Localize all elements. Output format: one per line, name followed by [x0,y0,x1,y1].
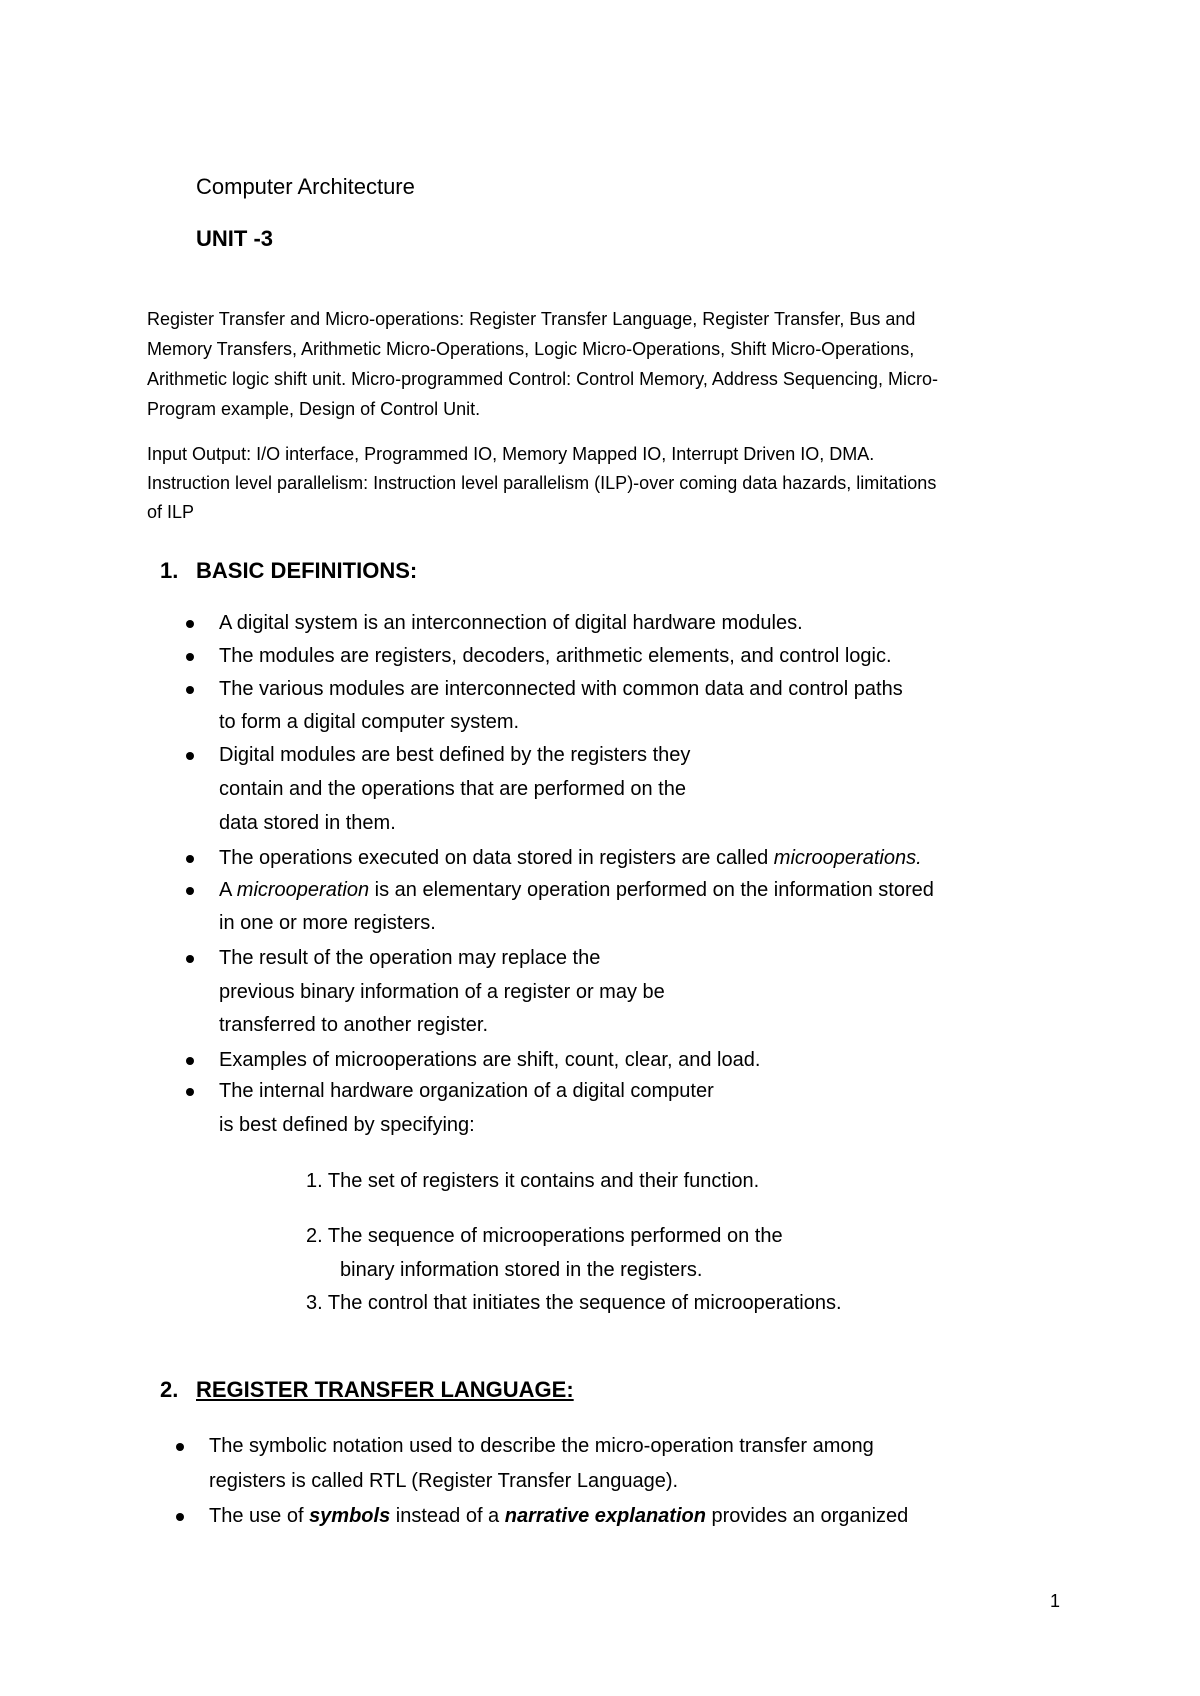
bullet-icon [186,686,194,694]
list-item: The internal hardware organization of a digital computer [219,1080,714,1102]
syllabus-line: Register Transfer and Micro-operations: Register Transfer Language, Register Transfer, Bus and [147,309,916,329]
numbered-item: 2. The sequence of microoperations performed on the [306,1225,783,1247]
list-item: The modules are registers, decoders, arithmetic elements, and control logic. [219,645,892,667]
section-heading: REGISTER TRANSFER LANGUAGE: [196,1377,574,1402]
list-item-text: The operations executed on data stored in registers are called [219,847,774,869]
list-item-text: provides an organized [705,1505,909,1527]
syllabus-line: Program example, Design of Control Unit. [147,399,481,419]
list-item [209,1504,908,1528]
section-number: 1. [160,558,179,583]
list-item-continued: registers is called RTL (Register Transfer Language). [209,1470,679,1492]
numbered-item: 1. The set of registers it contains and their function. [306,1170,760,1192]
list-item: A digital system is an interconnection of digital hardware modules. [219,612,803,634]
list-item: The various modules are interconnected with common data and control paths [219,678,903,700]
syllabus-line: Arithmetic logic shift unit. Micro-programmed Control: Control Memory, Address Sequencing, Micro- [147,369,938,389]
emphasis-term: microoperations. [773,847,922,869]
list-item: The result of the operation may replace the [219,947,601,969]
bullet-icon [176,1513,184,1521]
list-item-text: The use of [209,1505,310,1527]
list-item-text: instead of a [390,1505,505,1527]
list-item-continued: data stored in them. [219,812,396,834]
list-item-continued: previous binary information of a register or may be [219,981,665,1003]
bullet-icon [186,887,194,895]
section-heading: BASIC DEFINITIONS: [196,558,418,583]
emphasis-term: microoperation [236,879,370,901]
bullet-icon [186,620,194,628]
list-item-continued: is best defined by specifying: [219,1114,475,1136]
emphasis-term: narrative explanation [504,1505,706,1527]
page-number: 1 [1050,1591,1061,1611]
list-item [219,878,934,902]
numbered-item: 3. The control that initiates the sequence of microoperations. [306,1292,842,1314]
bullet-icon [186,855,194,863]
list-item: Digital modules are best defined by the registers they [219,744,691,766]
numbered-item-continued: binary information stored in the registers. [340,1259,703,1281]
bullet-icon [186,752,194,760]
syllabus-line: Input Output: I/O interface, Programmed IO, Memory Mapped IO, Interrupt Driven IO, DMA. [147,444,875,464]
unit-label: UNIT -3 [196,226,273,251]
bullet-icon [186,1057,194,1065]
list-item-continued: in one or more registers. [219,912,436,934]
list-item-continued: transferred to another register. [219,1014,489,1036]
list-item-text: A [219,879,237,901]
list-item-continued: contain and the operations that are performed on the [219,778,686,800]
emphasis-term: symbols [309,1505,391,1527]
section-number: 2. [160,1377,179,1402]
bullet-icon [186,1088,194,1096]
bullet-icon [186,955,194,963]
list-item [219,846,922,870]
bullet-icon [186,653,194,661]
list-item: Examples of microoperations are shift, count, clear, and load. [219,1049,761,1071]
bullet-icon [176,1443,184,1451]
list-item-continued: to form a digital computer system. [219,711,520,733]
syllabus-line: Memory Transfers, Arithmetic Micro-Operations, Logic Micro-Operations, Shift Micro-Operations, [147,339,915,359]
course-title: Computer Architecture [196,174,415,199]
syllabus-line: of ILP [147,502,195,522]
list-item: The symbolic notation used to describe the micro-operation transfer among [209,1435,874,1457]
list-item-text: is an elementary operation performed on the information stored [369,879,934,901]
syllabus-line: Instruction level parallelism: Instruction level parallelism (ILP)-over coming data hazards, limitations [147,473,937,493]
